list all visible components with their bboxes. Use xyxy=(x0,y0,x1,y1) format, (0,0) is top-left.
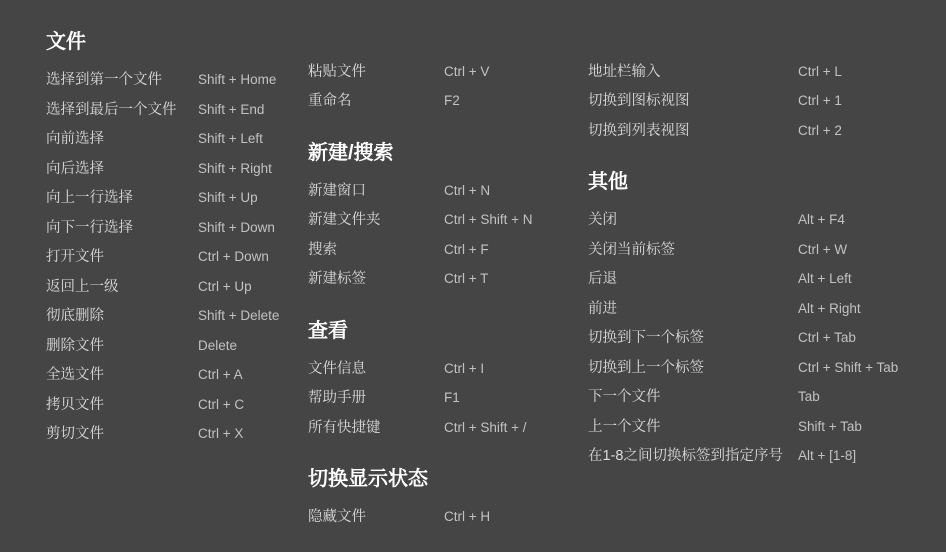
shortcut-label: 彻底删除 xyxy=(46,308,104,324)
shortcut-label: 剪切文件 xyxy=(46,426,104,442)
shortcut-keys: Shift + Home xyxy=(198,72,277,87)
shortcut-row xyxy=(588,89,946,119)
shortcut-keys: Ctrl + 1 xyxy=(798,93,842,108)
shortcut-keys: Ctrl + X xyxy=(198,426,244,441)
shortcut-row xyxy=(46,275,308,305)
shortcut-label: 切换到下一个标签 xyxy=(588,330,704,346)
shortcut-label: 向下一行选择 xyxy=(46,219,133,236)
shortcut-keys: Ctrl + Up xyxy=(198,278,252,294)
shortcut-group-view xyxy=(308,319,588,446)
shortcut-keys: Ctrl + L xyxy=(798,63,842,79)
shortcut-label: 隐藏文件 xyxy=(308,509,366,525)
shortcut-keys: Shift + Down xyxy=(198,219,275,235)
shortcut-label: 向后选择 xyxy=(46,160,104,177)
shortcut-column-two xyxy=(308,30,588,535)
shortcut-keys: Alt + [1-8] xyxy=(798,448,857,463)
shortcut-keys: Ctrl + H xyxy=(444,509,491,524)
shortcut-row xyxy=(46,68,308,98)
shortcut-row xyxy=(308,208,588,238)
shortcut-row xyxy=(46,334,308,364)
shortcut-keys: Shift + Tab xyxy=(798,418,862,434)
shortcut-row xyxy=(46,157,308,187)
shortcut-keys: Ctrl + C xyxy=(198,396,245,412)
shortcut-keys: Ctrl + 2 xyxy=(798,122,842,138)
shortcut-row xyxy=(308,416,588,446)
shortcut-label: 删除文件 xyxy=(46,337,104,354)
group-title: 新建/搜索 xyxy=(308,141,394,164)
shortcut-label: 拷贝文件 xyxy=(46,396,104,413)
shortcut-group-files-continued xyxy=(308,30,588,119)
shortcut-label: 向上一行选择 xyxy=(46,190,133,206)
shortcut-keys: F2 xyxy=(444,93,460,108)
shortcut-label: 地址栏输入 xyxy=(588,63,661,80)
shortcut-keys: Shift + Delete xyxy=(198,308,280,323)
shortcut-label: 在1-8之间切换标签到指定序号 xyxy=(588,448,783,464)
shortcut-label: 下一个文件 xyxy=(588,389,661,405)
shortcut-row xyxy=(46,304,308,334)
shortcut-group-files xyxy=(46,30,308,452)
shortcut-column-three xyxy=(588,30,946,535)
shortcut-row xyxy=(46,98,308,128)
shortcut-label: 文件信息 xyxy=(308,360,366,377)
shortcut-row xyxy=(588,119,946,149)
shortcut-label: 所有快捷键 xyxy=(308,419,381,436)
shortcut-label: 搜索 xyxy=(308,241,337,258)
shortcut-keys: Ctrl + Shift + N xyxy=(444,212,533,227)
shortcut-keys: Ctrl + F xyxy=(444,241,489,257)
shortcut-label: 切换到上一个标签 xyxy=(588,359,704,376)
group-title: 文件 xyxy=(46,31,86,53)
shortcut-keys: Ctrl + V xyxy=(444,63,490,79)
shortcut-keys: F1 xyxy=(444,390,460,405)
shortcut-label: 选择到第一个文件 xyxy=(46,72,162,88)
shortcut-keys: Alt + Left xyxy=(798,271,852,286)
shortcut-row xyxy=(588,208,946,238)
shortcut-keys: Alt + Right xyxy=(798,300,861,316)
shortcut-label: 新建文件夹 xyxy=(308,212,381,228)
shortcut-row xyxy=(46,422,308,452)
shortcut-row xyxy=(588,415,946,445)
shortcut-group-new-search xyxy=(308,141,588,297)
shortcut-label: 新建标签 xyxy=(308,271,366,287)
shortcut-label: 粘贴文件 xyxy=(308,63,366,80)
shortcut-row xyxy=(308,179,588,209)
shortcut-keys: Ctrl + Shift + / xyxy=(444,419,527,435)
shortcut-group-address-view xyxy=(588,30,946,148)
shortcut-row xyxy=(46,363,308,393)
shortcut-label: 向前选择 xyxy=(46,131,104,147)
shortcut-row xyxy=(588,326,946,356)
shortcut-column-one xyxy=(0,30,308,535)
shortcut-row xyxy=(588,297,946,327)
shortcut-keys: Shift + Right xyxy=(198,160,272,176)
shortcut-group-other xyxy=(588,170,946,474)
shortcut-label: 全选文件 xyxy=(46,367,104,383)
shortcut-keys: Ctrl + N xyxy=(444,182,491,198)
shortcut-label: 帮助手册 xyxy=(308,390,366,406)
group-title: 其他 xyxy=(588,171,628,193)
shortcut-keys: Shift + Left xyxy=(198,131,263,146)
shortcut-row xyxy=(588,60,946,90)
shortcut-row xyxy=(46,393,308,423)
shortcut-row xyxy=(588,444,946,474)
shortcut-label: 关闭 xyxy=(588,212,617,228)
shortcut-label: 后退 xyxy=(588,271,617,287)
shortcut-label: 打开文件 xyxy=(46,249,104,265)
shortcut-row xyxy=(308,386,588,416)
shortcut-keys: Tab xyxy=(798,389,820,404)
shortcut-label: 前进 xyxy=(588,300,617,317)
shortcut-row xyxy=(588,356,946,386)
shortcut-keys: Ctrl + A xyxy=(198,367,243,382)
group-title: 查看 xyxy=(308,319,348,342)
shortcut-label: 重命名 xyxy=(308,93,352,109)
shortcut-row xyxy=(308,357,588,387)
shortcut-keys: Alt + F4 xyxy=(798,212,845,227)
shortcut-label: 切换到图标视图 xyxy=(588,93,690,109)
shortcut-keys: Ctrl + T xyxy=(444,271,489,286)
shortcut-label: 上一个文件 xyxy=(588,418,661,435)
shortcut-label: 选择到最后一个文件 xyxy=(46,101,177,118)
shortcut-row xyxy=(308,505,588,535)
shortcut-keys: Shift + Up xyxy=(198,190,258,205)
group-title: 切换显示状态 xyxy=(308,468,428,490)
shortcut-label: 返回上一级 xyxy=(46,278,119,295)
shortcut-row xyxy=(588,238,946,268)
shortcut-keys: Ctrl + Shift + Tab xyxy=(798,359,899,375)
shortcut-row xyxy=(308,238,588,268)
shortcut-keys: Ctrl + Tab xyxy=(798,330,856,345)
shortcut-group-toggle-display xyxy=(308,467,588,535)
shortcut-label: 关闭当前标签 xyxy=(588,241,675,258)
shortcut-row xyxy=(588,385,946,415)
shortcut-label: 新建窗口 xyxy=(308,182,366,199)
shortcut-keys: Ctrl + W xyxy=(798,241,848,257)
shortcut-row xyxy=(46,216,308,246)
shortcut-row xyxy=(588,267,946,297)
shortcut-row xyxy=(46,186,308,216)
shortcut-row xyxy=(308,267,588,297)
shortcut-row xyxy=(308,60,588,90)
column-top-spacer xyxy=(308,30,588,60)
shortcut-keys: Ctrl + I xyxy=(444,360,485,376)
shortcut-keys: Delete xyxy=(198,337,238,353)
shortcut-keys: Shift + End xyxy=(198,101,265,117)
shortcut-row xyxy=(46,245,308,275)
column-top-spacer xyxy=(588,30,946,60)
shortcut-label: 切换到列表视图 xyxy=(588,122,690,139)
shortcut-row xyxy=(46,127,308,157)
shortcut-keys: Ctrl + Down xyxy=(198,249,269,264)
shortcut-row xyxy=(308,89,588,119)
